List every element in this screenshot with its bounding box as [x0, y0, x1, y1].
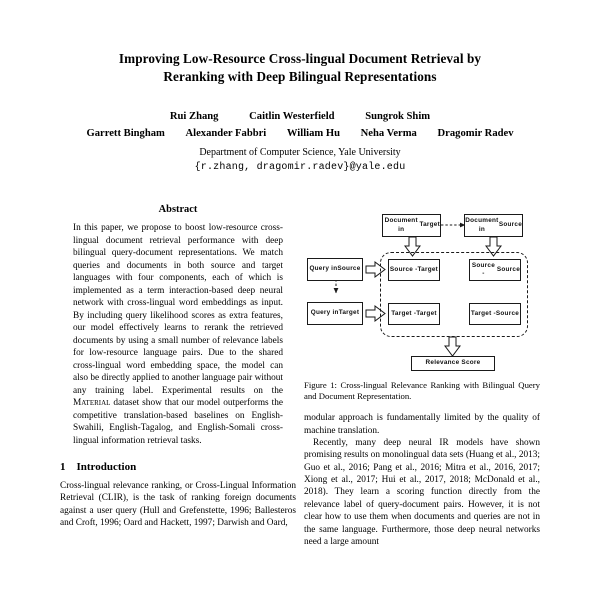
node-target-source-line-2: Source [495, 309, 520, 317]
node-source-target-line-2: Target [417, 265, 439, 273]
page-title [60, 50, 540, 86]
node-query-in-target-line-1: Query in [310, 309, 339, 317]
node-document-in-source-line-1: Document in [465, 217, 499, 233]
node-source-source [469, 259, 521, 281]
dataset-name: Material [73, 398, 111, 408]
figure-caption: Figure 1: Cross-lingual Relevance Ranking with Bilingual Query and Document Representation. [304, 380, 540, 402]
section-number: 1 [60, 461, 66, 473]
node-document-in-source [464, 214, 523, 237]
author-name: Neha Verma [360, 128, 417, 139]
node-target-target-line-1: Target - [391, 309, 417, 317]
author-row-1 [0, 108, 600, 125]
author-name: Sungrok Shim [365, 111, 431, 122]
author-name: Caitlin Westerfield [249, 111, 335, 122]
node-relevance-score-label: Relevance Score [425, 359, 481, 367]
node-query-in-source [307, 258, 363, 281]
paper-title-line-2: Reranking with Deep Bilingual Representations [163, 69, 437, 84]
body-columns [0, 196, 600, 600]
abstract-text-part-1: In this paper, we propose to boost low-resource cross-lingual document retrieval performance with deep bilingual query-document representations. We match queries and documents in both source and target languages with four components, each of which is implemented as a term interaction-based deep neural network with cross-lingual word embeddings as input. By including query likelihood scores as extra features, our model effectively learns to rerank the retrieved documents by using a small number of relevance labels for low-resource language pairs. Due to the shared cross-lingual word embedding space, the model can also be directly applied to another language pair without any training label. Experimental results on the [73, 223, 283, 396]
node-source-source-line-1: Source - [471, 261, 495, 277]
node-query-in-target-line-2: Target [338, 309, 360, 317]
author-row-2 [0, 125, 600, 142]
author-name: Rui Zhang [169, 111, 219, 122]
node-document-in-target-line-2: Target [419, 221, 440, 229]
author-name: Garrett Bingham [86, 128, 165, 139]
node-query-in-source-line-1: Query in [309, 265, 338, 273]
author-name: William Hu [286, 128, 340, 139]
introduction-paragraph: Cross-lingual relevance ranking, or Cross-Lingual Information Retrieval (CLIR), is the task of ranking foreign documents against a user query (Hull and Grefenstette, 1996; Ballesteros and Croft, 1996; Oard and Hackett, 1997; Darwish and Oard, [60, 481, 296, 529]
node-document-in-target [382, 214, 441, 237]
node-source-target [388, 259, 440, 281]
node-target-source [469, 303, 521, 325]
introduction-heading [60, 461, 296, 473]
abstract-heading: Abstract [158, 204, 198, 215]
left-column [60, 196, 296, 600]
right-column-paragraph-1: modular approach is fundamentally limited by the quality of machine translation. [304, 413, 540, 436]
section-title: Introduction [76, 461, 137, 473]
affiliation: Department of Computer Science, Yale University [199, 147, 401, 158]
arrow-components-to-relevance [445, 337, 460, 356]
title-block [0, 0, 600, 176]
author-name: Dragomir Radev [437, 128, 514, 139]
node-document-in-target-line-1: Document in [384, 217, 418, 233]
node-query-in-target [307, 302, 363, 325]
abstract-paragraph [73, 222, 283, 447]
figure-1 [304, 200, 540, 376]
node-query-in-source-line-2: Source [337, 265, 361, 273]
right-column-paragraph-2: Recently, many deep neural IR models have shown promising results on monolingual data sets (Huang et al., 2013; Guo et al., 2016; Pang et al., 2016; Mitra et al., 2016, 2017; Xiong et al., 2017; Hui et al., 2017, 2018; McDonald et al., 2018). They learn a scoring function directly from the relevance label of query-document pairs. However, it is not clear how to use them when documents and queries are not in the same language. Furthermore, those deep neural networks need a large amount [304, 438, 540, 547]
node-relevance-score [411, 356, 495, 371]
node-source-target-line-1: Source - [389, 265, 418, 273]
node-source-source-line-2: Source [496, 265, 520, 273]
paper-title-line-1: Improving Low-Resource Cross-lingual Document Retrieval by [118, 51, 482, 66]
contact-email: {r.zhang, dragomir.radev}@yale.edu [194, 162, 406, 173]
abstract-body [73, 222, 283, 447]
abstract-text-part-2: dataset show that our model outperforms the competitive translation-based baselines on English-Swahili, English-Tagalog, and English-Somali cross-lingual information retrieval tasks. [73, 398, 283, 446]
right-column [304, 196, 540, 600]
author-name: Alexander Fabbri [185, 128, 267, 139]
author-list [0, 108, 600, 142]
node-target-source-line-1: Target - [470, 309, 496, 317]
node-target-target-line-2: Target [416, 309, 437, 317]
node-target-target [388, 303, 440, 325]
node-document-in-source-line-2: Source [498, 221, 522, 229]
